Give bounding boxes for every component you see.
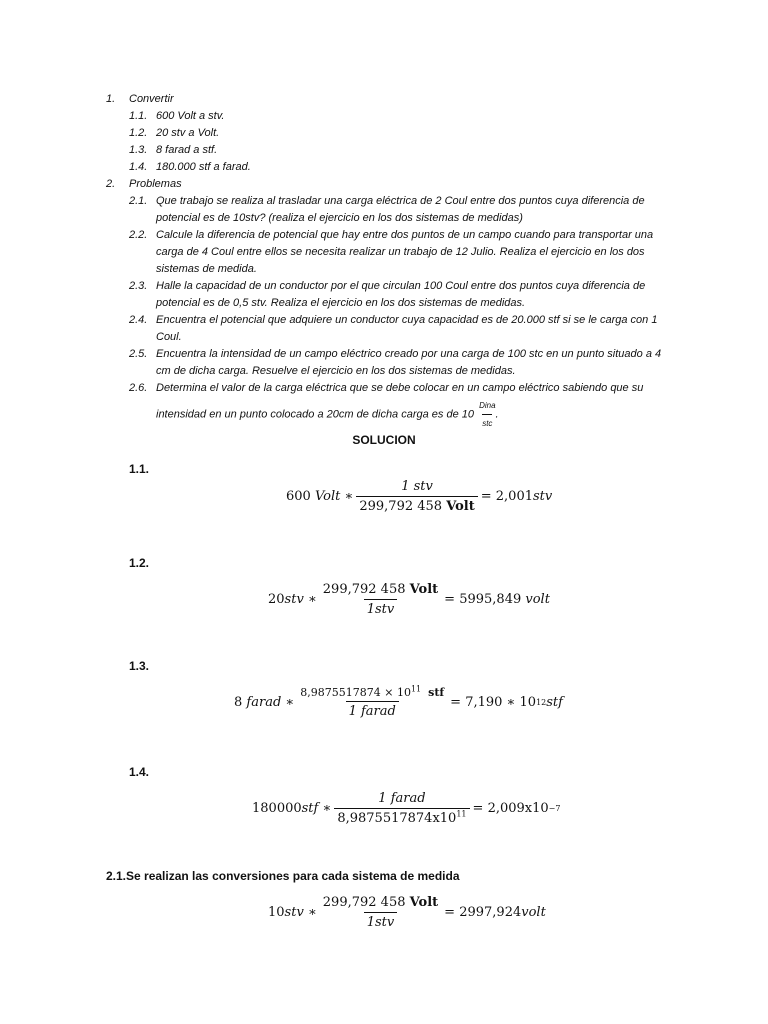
solution-heading-2-1: 2.1.Se realizan las conversiones para cada sistema de medida	[106, 869, 460, 883]
fraction-denominator	[334, 808, 469, 826]
list-item: Que trabajo se realiza al trasladar una carga eléctrica de 2 Coul entre dos puntos cuya diferencia de potencial es de 10stv? (realiza el ejercicio en los dos sistemas de medidas)	[156, 195, 645, 224]
section-title-convertir: Convertir	[129, 93, 174, 105]
denominator-exponent: 11	[456, 809, 467, 819]
list-item	[156, 380, 666, 432]
denominator-value: 8,9875517874x10	[337, 811, 457, 826]
fraction-numerator: 1 stv	[401, 479, 433, 494]
eq-result: 2,001	[495, 489, 533, 504]
eq-equals: =	[472, 801, 484, 816]
fraction-numerator	[297, 686, 447, 701]
list-number: 2.6.	[129, 382, 148, 394]
eq-operator: ∗	[307, 905, 317, 920]
list-item: 8 farad a stf.	[156, 144, 218, 156]
eq-result: 5995,849	[459, 592, 522, 607]
numerator-value: 299,792 458	[322, 895, 406, 910]
list-item-text: Determina el valor de la carga eléctrica que se debe colocar en un campo eléctrico sabiendo que su intensidad en un punto colocado a 20cm de dicha carga es de 10	[156, 382, 644, 421]
eq-unit: Volt	[314, 489, 341, 504]
sentence-end: .	[495, 408, 499, 421]
eq-result: 7,190 ∗ 10	[465, 695, 537, 710]
fraction-numerator: Dina	[479, 401, 496, 410]
eq-equals: =	[444, 592, 456, 607]
eq-value: 20	[268, 592, 285, 607]
fraction-denominator	[356, 496, 477, 514]
list-number: 1.4.	[129, 161, 148, 173]
eq-fraction	[334, 791, 469, 826]
list-item: Calcule la diferencia de potencial que hay entre dos puntos de un campo cuando para transportar una carga de 4 Coul entre ellos se necesita realizar un trabajo de 12 Julio. Realiza el ejercicio en los dos sistemas de medida.	[156, 229, 654, 275]
eq-result: 2997,924	[459, 905, 522, 920]
fraction-numerator	[320, 582, 441, 599]
numerator-value: 8,9875517874 × 10	[300, 686, 411, 699]
eq-value: 10	[268, 905, 285, 920]
numerator-unit: Volt	[409, 582, 439, 597]
eq-result-unit: stv	[533, 489, 553, 504]
fraction-denominator: 1stv	[364, 599, 398, 617]
list-item: 180.000 stf a farad.	[156, 161, 251, 173]
list-number: 1.	[106, 93, 116, 105]
eq-operator: ∗	[322, 801, 332, 816]
fraction-denominator: stc	[482, 414, 492, 432]
eq-fraction	[297, 686, 447, 719]
list-number: 1.3.	[129, 144, 148, 156]
denominator-value: 299,792 458	[359, 499, 443, 514]
solution-heading-1-4: 1.4.	[129, 765, 150, 779]
dina-over-stc-fraction	[479, 397, 495, 432]
eq-result: 2,009x10	[487, 801, 549, 816]
eq-fraction	[356, 479, 477, 514]
fraction-denominator: 1stv	[364, 912, 398, 930]
eq-unit: stf	[301, 801, 319, 816]
eq-result-unit: stf	[546, 695, 563, 710]
eq-unit: farad	[246, 695, 282, 710]
eq-equals: =	[444, 905, 456, 920]
list-number: 1.2.	[129, 127, 148, 139]
list-number: 2.2.	[129, 229, 148, 241]
fraction-denominator: 1 farad	[346, 701, 399, 719]
denominator-unit: Volt	[446, 499, 475, 514]
list-item: 20 stv a Volt.	[156, 127, 220, 139]
list-item: Halle la capacidad de un conductor por el que circulan 100 Coul entre dos puntos cuya diferencia de potencial es de 0,5 stv. Realiza el ejercicio en los dos sistemas de medidas.	[156, 280, 646, 309]
eq-operator: ∗	[285, 695, 295, 710]
eq-fraction	[320, 895, 441, 930]
eq-unit: stv	[284, 592, 304, 607]
solution-heading-1-1: 1.1.	[129, 462, 150, 476]
eq-result-unit: volt	[521, 905, 546, 920]
list-item: 600 Volt a stv.	[156, 110, 225, 122]
eq-operator: ∗	[344, 489, 354, 504]
equation-1-1	[286, 479, 552, 514]
eq-fraction	[320, 582, 441, 617]
list-number: 1.1.	[129, 110, 148, 122]
list-item: Encuentra el potencial que adquiere un conductor cuya capacidad es de 20.000 stf si se le carga con 1 Coul.	[156, 314, 658, 343]
eq-result-unit: volt	[525, 592, 550, 607]
solution-heading-1-3: 1.3.	[129, 659, 150, 673]
fraction-numerator: 1 farad	[378, 791, 426, 806]
eq-value: 180000	[252, 801, 302, 816]
list-number: 2.	[106, 178, 116, 190]
equation-1-3: 8 farad ∗ $\frac{8,9875517874 \times 10^{11} stf}{\text{1 farad}}$ = 7,190 ∗ 10 12 stf	[234, 684, 563, 719]
equation-1-4: 180000 stf ∗ $\frac{\text{1 farad}}{8,9875517874x10^{11}}$ = 2,009x10 −7	[252, 791, 561, 826]
numerator-unit: stf	[428, 686, 445, 699]
fraction-numerator	[320, 895, 441, 912]
eq-unit: stv	[284, 905, 304, 920]
eq-value: 8	[234, 695, 243, 710]
solution-title: SOLUCION	[352, 433, 416, 447]
equation-1-2	[268, 582, 550, 617]
list-number: 2.5.	[129, 348, 148, 360]
section-title-problemas: Problemas	[129, 178, 182, 190]
numerator-unit: Volt	[409, 895, 439, 910]
equation-2-1	[268, 895, 546, 930]
list-number: 2.1.	[129, 195, 148, 207]
eq-equals: =	[450, 695, 462, 710]
numerator-exponent: 11	[410, 684, 422, 694]
list-item: Encuentra la intensidad de un campo eléctrico creado por una carga de 100 stc en un punto situado a 4 cm de dicha carga. Resuelve el ejercicio en los dos sistemas de medidas.	[156, 348, 662, 377]
list-number: 2.3.	[129, 280, 148, 292]
solution-heading-1-2: 1.2.	[129, 556, 150, 570]
numerator-value: 299,792 458	[322, 582, 406, 597]
eq-operator: ∗	[307, 592, 317, 607]
list-number: 2.4.	[129, 314, 148, 326]
eq-equals: =	[480, 489, 492, 504]
eq-value: 600	[286, 489, 311, 504]
